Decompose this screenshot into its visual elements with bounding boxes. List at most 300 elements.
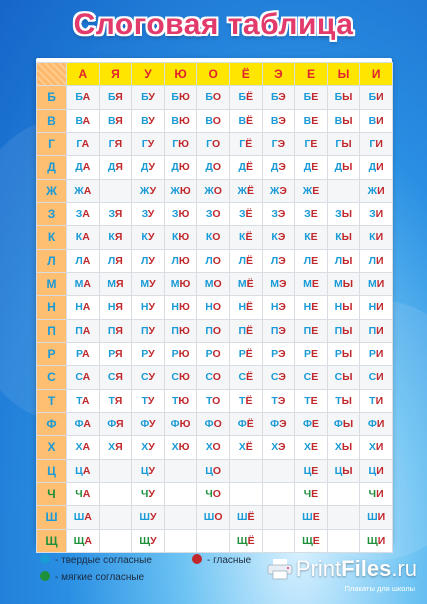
syllable-consonant: Н xyxy=(107,301,116,314)
syllable-consonant: Л xyxy=(368,254,377,267)
syllable-cell xyxy=(295,459,328,482)
syllable-cell xyxy=(164,109,197,132)
syllable-consonant: Р xyxy=(171,348,179,361)
syllable-vowel: О xyxy=(213,418,222,431)
syllable-cell xyxy=(164,86,197,109)
syllable-consonant: К xyxy=(75,231,83,244)
syllable-vowel: Ю xyxy=(178,231,190,244)
syllable-cell xyxy=(229,389,262,412)
syllable-cell xyxy=(262,202,295,225)
syllable-vowel: Ы xyxy=(342,464,353,477)
vowel-header-cell: Е xyxy=(295,63,328,86)
syllable-cell xyxy=(132,529,165,552)
syllable-cell xyxy=(262,529,295,552)
syllable-vowel: О xyxy=(212,161,221,174)
brand-tagline: Плакаты для школы xyxy=(344,584,415,593)
syllable-consonant: Ч xyxy=(368,488,377,501)
syllable-vowel: О xyxy=(212,231,221,244)
syllable-vowel: О xyxy=(212,394,221,407)
syllable-consonant: Л xyxy=(303,254,312,267)
syllable-vowel: О xyxy=(212,138,221,151)
syllable-cell xyxy=(262,482,295,505)
syllable-consonant: Д xyxy=(334,161,343,174)
syllable-consonant: Ж xyxy=(367,184,378,197)
syllable-consonant: Г xyxy=(108,138,115,151)
syllable-consonant: К xyxy=(239,231,246,244)
syllable-vowel: Ы xyxy=(342,371,353,384)
syllable-cell xyxy=(99,86,132,109)
syllable-consonant: Д xyxy=(303,161,312,174)
syllable-vowel: Ы xyxy=(342,161,353,174)
syllable-vowel: У xyxy=(148,371,155,384)
consonant-header-cell: С xyxy=(37,366,67,389)
syllable-vowel: О xyxy=(212,324,222,337)
syllable-vowel: И xyxy=(375,348,384,361)
syllable-consonant: З xyxy=(304,208,311,221)
syllable-cell xyxy=(295,342,328,365)
syllable-vowel: И xyxy=(376,301,384,314)
syllable-consonant: Щ xyxy=(139,534,151,547)
syllable-vowel: Ё xyxy=(245,231,253,244)
syllable-consonant: В xyxy=(238,114,247,127)
syllable-vowel: Э xyxy=(278,348,286,361)
table-row xyxy=(37,156,393,179)
syllable-consonant: Н xyxy=(334,301,343,314)
syllable-consonant: С xyxy=(303,371,312,384)
syllable-vowel: Я xyxy=(115,418,124,431)
syllable-vowel: А xyxy=(82,371,91,384)
syllable-vowel: Ё xyxy=(245,254,253,267)
syllable-cell xyxy=(99,109,132,132)
syllable-consonant: П xyxy=(238,324,247,337)
syllable-cell xyxy=(360,319,393,342)
syllable-consonant: Л xyxy=(141,254,149,267)
syllable-cell xyxy=(164,156,197,179)
syllable-cell xyxy=(229,132,262,155)
syllable-consonant: Г xyxy=(76,138,82,151)
syllable-consonant: Ч xyxy=(75,488,83,501)
syllable-consonant: З xyxy=(335,208,342,221)
syllable-consonant: Л xyxy=(238,254,246,267)
syllable-vowel: Э xyxy=(279,418,287,431)
consonant-header-cell: П xyxy=(37,319,67,342)
consonant-header-cell: Щ xyxy=(37,529,67,552)
syllable-consonant: Б xyxy=(368,91,377,104)
syllable-cell xyxy=(295,412,328,435)
table-row xyxy=(37,296,393,319)
syllable-cell xyxy=(262,272,295,295)
table-row xyxy=(37,506,393,529)
syllable-consonant: С xyxy=(171,371,179,384)
syllable-cell xyxy=(360,132,393,155)
syllable-cell xyxy=(67,366,100,389)
red-dot-icon xyxy=(192,554,202,564)
syllable-vowel: И xyxy=(377,511,386,524)
syllable-consonant: К xyxy=(171,231,179,244)
syllable-vowel: Ю xyxy=(178,91,190,104)
syllable-vowel: У xyxy=(149,278,156,291)
syllable-cell xyxy=(132,389,165,412)
consonant-header-cell: Ч xyxy=(37,482,67,505)
table-row xyxy=(37,249,393,272)
syllable-vowel: Ё xyxy=(246,371,254,384)
syllable-consonant: Д xyxy=(205,161,213,174)
syllable-cell xyxy=(327,226,360,249)
vowel-header-cell: Ю xyxy=(164,63,197,86)
syllable-cell xyxy=(229,319,262,342)
syllable-cell xyxy=(262,132,295,155)
syllable-cell xyxy=(164,249,197,272)
table-row xyxy=(37,459,393,482)
syllable-vowel: Е xyxy=(311,91,319,104)
syllable-vowel: Ё xyxy=(245,441,253,454)
consonant-header-cell: Л xyxy=(37,249,67,272)
vowel-header-cell: Я xyxy=(99,63,132,86)
consonant-header-cell: Ш xyxy=(37,506,67,529)
syllable-consonant: Т xyxy=(171,394,179,407)
syllable-vowel: О xyxy=(212,371,221,384)
syllable-vowel: Ё xyxy=(246,301,254,314)
syllable-consonant: К xyxy=(271,231,278,244)
syllable-cell xyxy=(99,436,132,459)
syllable-cell xyxy=(327,506,360,529)
syllable-cell xyxy=(99,342,132,365)
syllable-cell xyxy=(164,202,197,225)
syllable-consonant: Х xyxy=(303,441,311,454)
syllable-consonant: В xyxy=(107,114,116,127)
syllable-vowel: Ы xyxy=(341,138,352,151)
brand-name xyxy=(296,556,417,582)
syllable-consonant: З xyxy=(141,208,148,221)
syllable-consonant: Р xyxy=(368,348,376,361)
syllable-cell xyxy=(327,342,360,365)
syllable-consonant: Р xyxy=(334,348,342,361)
table-row xyxy=(37,132,393,155)
syllable-vowel: О xyxy=(212,348,221,361)
syllable-consonant: Ц xyxy=(303,464,312,477)
syllable-consonant: Щ xyxy=(302,534,313,547)
syllable-vowel: Э xyxy=(277,394,286,407)
syllable-vowel: Ю xyxy=(178,348,190,361)
syllable-vowel: Я xyxy=(115,278,124,291)
syllable-vowel: Я xyxy=(115,91,123,104)
brand-name-right: Files xyxy=(341,556,392,581)
syllable-consonant: Х xyxy=(334,441,342,454)
syllable-consonant: З xyxy=(205,208,213,221)
syllable-vowel: Е xyxy=(311,114,319,127)
syllable-cell xyxy=(132,296,165,319)
syllable-consonant: В xyxy=(75,114,83,127)
syllable-cell xyxy=(99,179,132,202)
syllable-cell xyxy=(67,296,100,319)
syllable-cell xyxy=(229,272,262,295)
consonant-header-cell: З xyxy=(37,202,67,225)
brand-logo xyxy=(297,556,417,598)
syllable-consonant: Ф xyxy=(140,418,149,431)
syllable-consonant: К xyxy=(108,231,115,244)
table-row xyxy=(37,366,393,389)
syllable-vowel: А xyxy=(82,208,90,221)
syllable-vowel: Е xyxy=(312,184,320,197)
syllable-vowel: А xyxy=(82,348,90,361)
syllable-vowel: У xyxy=(148,324,156,337)
syllable-vowel: Ю xyxy=(178,208,190,221)
syllable-vowel: У xyxy=(150,534,157,547)
syllable-cell xyxy=(360,389,393,412)
syllable-consonant: М xyxy=(334,278,343,291)
syllable-consonant: В xyxy=(303,114,312,127)
syllable-consonant: Ц xyxy=(334,464,343,477)
syllable-cell xyxy=(295,249,328,272)
syllable-cell xyxy=(262,342,295,365)
syllable-vowel: Э xyxy=(278,278,287,291)
syllable-cell xyxy=(67,226,100,249)
syllable-consonant: Ф xyxy=(237,418,247,431)
table-row xyxy=(37,202,393,225)
syllable-cell xyxy=(327,272,360,295)
legend-soft-label: - мягкие согласные xyxy=(55,572,145,583)
syllable-vowel: Е xyxy=(311,254,319,267)
syllable-vowel: Ё xyxy=(246,91,254,104)
syllable-vowel: Э xyxy=(278,324,286,337)
syllable-consonant: М xyxy=(367,278,377,291)
syllable-vowel: А xyxy=(83,418,91,431)
syllable-cell xyxy=(99,132,132,155)
syllable-cell xyxy=(164,366,197,389)
syllable-vowel: А xyxy=(82,324,91,337)
syllable-vowel: Я xyxy=(115,114,123,127)
consonant-header-cell: Ж xyxy=(37,179,67,202)
syllable-cell xyxy=(360,226,393,249)
syllable-cell xyxy=(67,249,100,272)
syllable-cell xyxy=(262,86,295,109)
syllable-consonant: М xyxy=(303,278,312,291)
syllable-cell xyxy=(132,459,165,482)
syllable-consonant: П xyxy=(368,324,377,337)
syllable-cell xyxy=(67,436,100,459)
syllable-cell xyxy=(295,86,328,109)
syllable-cell xyxy=(360,366,393,389)
syllable-vowel: И xyxy=(376,254,384,267)
syllable-consonant: Н xyxy=(270,301,279,314)
syllable-cell xyxy=(197,412,230,435)
syllable-cell xyxy=(197,86,230,109)
syllable-vowel: О xyxy=(213,184,222,197)
syllable-cell xyxy=(327,86,360,109)
syllable-cell xyxy=(197,342,230,365)
syllable-cell xyxy=(229,506,262,529)
syllable-vowel: О xyxy=(212,254,221,267)
syllable-cell xyxy=(262,412,295,435)
syllable-cell xyxy=(360,109,393,132)
syllable-cell xyxy=(327,132,360,155)
syllable-consonant: К xyxy=(369,231,376,244)
syllable-vowel: У xyxy=(147,208,155,221)
table-row xyxy=(37,226,393,249)
syllable-vowel: У xyxy=(148,464,156,477)
syllable-vowel: Е xyxy=(311,418,319,431)
syllable-consonant: Д xyxy=(107,161,116,174)
syllable-consonant: Щ xyxy=(367,534,378,547)
syllable-vowel: А xyxy=(81,138,90,151)
syllable-consonant: Д xyxy=(75,161,83,174)
syllable-vowel: И xyxy=(376,418,385,431)
consonant-header-cell: М xyxy=(37,272,67,295)
syllable-cell xyxy=(229,86,262,109)
syllable-consonant: Б xyxy=(141,91,149,104)
syllable-consonant: М xyxy=(74,278,84,291)
consonant-header-cell: Д xyxy=(37,156,67,179)
syllable-cell xyxy=(67,506,100,529)
syllable-consonant: Ч xyxy=(303,488,312,501)
syllable-consonant: Р xyxy=(75,348,83,361)
syllable-consonant: Ф xyxy=(367,418,377,431)
syllable-consonant: Ф xyxy=(270,418,280,431)
syllable-cell xyxy=(360,179,393,202)
syllable-vowel: Ы xyxy=(342,114,353,127)
syllable-vowel: Е xyxy=(311,324,319,337)
syllable-vowel: У xyxy=(148,418,156,431)
syllable-consonant: Ц xyxy=(140,464,149,477)
syllable-cell xyxy=(99,366,132,389)
syllable-cell xyxy=(360,412,393,435)
syllable-consonant: С xyxy=(140,371,149,384)
syllable-vowel: Ы xyxy=(342,301,353,314)
syllable-cell xyxy=(67,389,100,412)
syllable-cell xyxy=(67,529,100,552)
syllable-consonant: Т xyxy=(369,394,376,407)
syllable-consonant: П xyxy=(303,324,312,337)
syllable-cell xyxy=(99,156,132,179)
syllable-vowel: Ю xyxy=(178,254,190,267)
legend-item-vowels xyxy=(192,554,251,566)
syllable-consonant: Ш xyxy=(139,511,150,524)
syllable-consonant: Д xyxy=(238,161,246,174)
syllable-consonant: С xyxy=(334,371,343,384)
syllable-cell xyxy=(295,109,328,132)
syllable-consonant: В xyxy=(368,114,377,127)
syllable-consonant: С xyxy=(270,371,279,384)
syllable-vowel: У xyxy=(148,488,155,501)
syllable-vowel: О xyxy=(212,301,222,314)
syllable-vowel: У xyxy=(148,441,155,454)
syllable-vowel: Ё xyxy=(247,534,255,547)
table-row xyxy=(37,389,393,412)
syllable-consonant: Ц xyxy=(368,464,377,477)
syllable-cell xyxy=(197,202,230,225)
syllable-cell xyxy=(99,459,132,482)
syllable-cell xyxy=(327,296,360,319)
syllable-vowel: Е xyxy=(310,348,318,361)
table-row xyxy=(37,272,393,295)
syllable-consonant: Т xyxy=(239,394,246,407)
blue-dot-icon xyxy=(40,554,50,564)
vowel-header-cell: А xyxy=(67,63,100,86)
syllable-consonant: Х xyxy=(75,441,83,454)
syllable-cell xyxy=(132,412,165,435)
printer-icon xyxy=(267,558,293,580)
syllable-cell xyxy=(327,389,360,412)
syllable-cell xyxy=(132,366,165,389)
syllable-cell xyxy=(164,272,197,295)
syllable-cell xyxy=(360,529,393,552)
syllable-cell xyxy=(262,436,295,459)
syllable-consonant: Б xyxy=(75,91,83,104)
syllable-consonant: Ж xyxy=(237,184,247,197)
syllable-cell xyxy=(197,179,230,202)
table-row xyxy=(37,109,393,132)
syllable-cell xyxy=(197,506,230,529)
syllable-vowel: Ё xyxy=(247,184,255,197)
syllable-consonant: Ф xyxy=(204,418,214,431)
syllable-vowel: Е xyxy=(310,208,318,221)
syllable-consonant: Г xyxy=(369,138,376,151)
syllable-vowel: И xyxy=(375,231,384,244)
syllable-cell xyxy=(262,389,295,412)
syllable-cell xyxy=(327,249,360,272)
syllable-consonant: Б xyxy=(334,91,343,104)
syllable-cell xyxy=(295,296,328,319)
syllable-cell xyxy=(197,459,230,482)
syllable-vowel: Ё xyxy=(246,278,254,291)
syllable-consonant: Г xyxy=(239,138,246,151)
consonant-header-cell: Г xyxy=(37,132,67,155)
brand-name-left: Print xyxy=(295,556,342,581)
syllable-consonant: П xyxy=(107,324,116,337)
syllable-consonant: Н xyxy=(238,301,247,314)
syllable-consonant: Ч xyxy=(205,488,213,501)
syllable-vowel: А xyxy=(82,114,91,127)
syllable-vowel: Э xyxy=(278,301,286,314)
syllable-cell xyxy=(197,529,230,552)
syllable-consonant: М xyxy=(107,278,116,291)
syllable-cell xyxy=(360,156,393,179)
syllable-cell xyxy=(295,482,328,505)
syllable-cell xyxy=(295,366,328,389)
syllable-vowel: Е xyxy=(311,278,319,291)
syllable-vowel: О xyxy=(212,91,222,104)
syllable-vowel: Е xyxy=(310,394,318,407)
syllable-consonant: Щ xyxy=(73,534,85,547)
syllable-consonant: Х xyxy=(271,441,278,454)
syllable-consonant: Т xyxy=(304,394,311,407)
syllable-cell xyxy=(67,459,100,482)
syllable-cell xyxy=(164,506,197,529)
syllable-consonant: Х xyxy=(368,441,376,454)
syllable-vowel: Я xyxy=(115,254,123,267)
syllable-vowel: Я xyxy=(115,301,123,314)
syllable-cell xyxy=(99,319,132,342)
syllable-cell xyxy=(360,482,393,505)
syllable-cell xyxy=(360,202,393,225)
syllable-cell xyxy=(295,202,328,225)
syllable-vowel: А xyxy=(82,488,91,501)
syllable-vowel: А xyxy=(82,91,91,104)
table-row xyxy=(37,436,393,459)
syllable-vowel: А xyxy=(81,394,90,407)
syllable-cell xyxy=(262,296,295,319)
syllable-vowel: У xyxy=(149,511,157,524)
syllable-cell xyxy=(327,109,360,132)
syllable-rows xyxy=(37,86,393,553)
syllable-vowel: Я xyxy=(114,394,123,407)
syllable-cell xyxy=(262,249,295,272)
syllable-vowel: Я xyxy=(114,348,123,361)
syllable-cell xyxy=(132,156,165,179)
syllable-vowel: И xyxy=(376,91,384,104)
syllable-vowel: Э xyxy=(278,91,286,104)
syllable-vowel: Я xyxy=(115,441,123,454)
